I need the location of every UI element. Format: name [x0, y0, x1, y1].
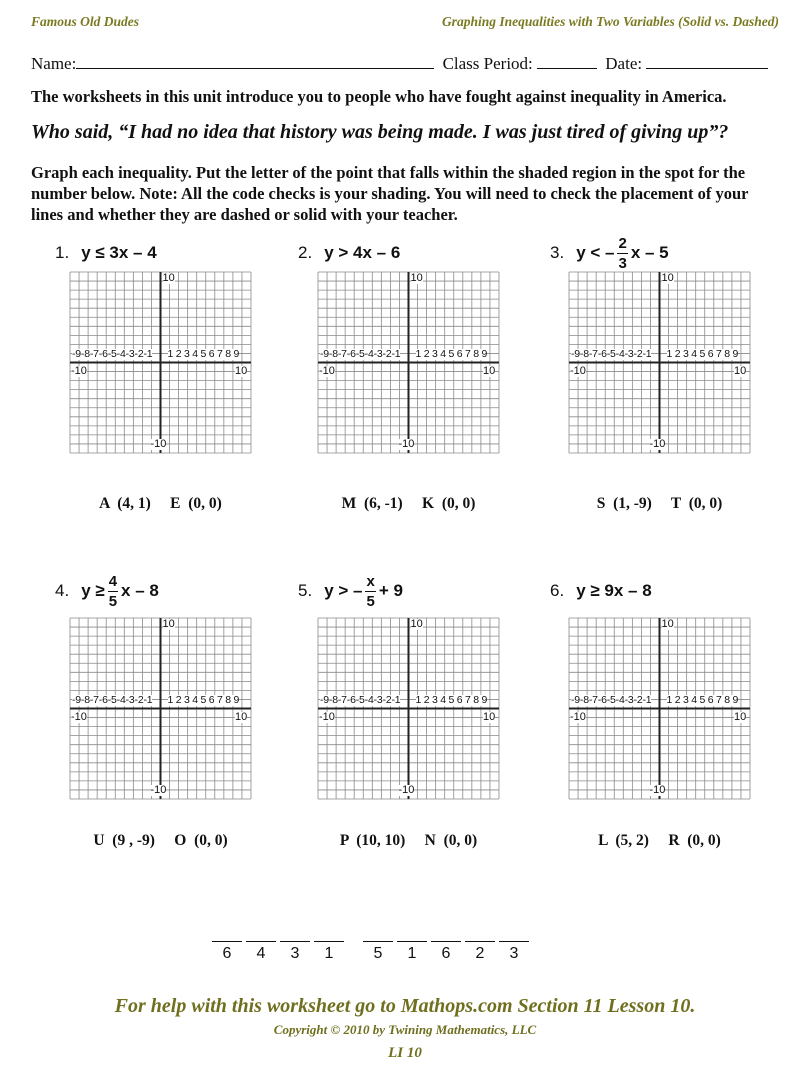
x-max-label: 10	[483, 364, 496, 377]
y-max-label: 10	[661, 272, 674, 284]
pos-x-tick-labels: 1 2 3 4 5 6 7 8 9	[167, 347, 240, 360]
problem-2-inequality	[298, 240, 400, 266]
neg-x-tick-labels: -9-8-7-6-5-4-3-2-1	[571, 693, 652, 706]
problem-3-inequality	[550, 234, 669, 272]
problem-number: 1.	[55, 243, 70, 262]
coordinate-grid[interactable]	[568, 271, 751, 454]
neg-x-tick-labels: -9-8-7-6-5-4-3-2-1	[320, 347, 401, 360]
answer-blank[interactable]	[212, 941, 242, 942]
problem-number: 5.	[298, 581, 313, 600]
fraction-denominator: 3	[618, 254, 627, 272]
fraction-numerator: 4	[108, 572, 118, 590]
footer-help: For help with this worksheet go to Mathops.com Section 11 Lesson 10.	[114, 995, 696, 1017]
coordinate-grid[interactable]	[69, 617, 252, 800]
header-left: Famous Old Dudes	[31, 14, 140, 29]
problem-6-points: L (5, 2) R (0, 0)	[598, 832, 721, 849]
date-label: Date:	[605, 54, 643, 73]
form-line	[31, 53, 768, 74]
fraction	[365, 574, 375, 609]
coordinate-grid[interactable]	[69, 271, 252, 454]
inequality-lhs: y ≥	[81, 581, 105, 600]
y-min-label: -10	[150, 784, 167, 796]
x-max-label: 10	[235, 710, 248, 723]
problem-5-points: P (10, 10) N (0, 0)	[339, 832, 478, 849]
name-label: Name:	[31, 54, 77, 73]
answer-code-number: 5	[373, 945, 383, 962]
answer-code-number: 2	[475, 945, 485, 962]
y-min-label: -10	[150, 438, 167, 450]
problem-number: 3.	[550, 243, 565, 262]
x-min-label: -10	[570, 710, 586, 723]
inequality-lhs: y ≤ 3x – 4	[81, 243, 157, 262]
inequality-lhs: y ≥ 9x – 8	[576, 581, 652, 600]
answer-blank[interactable]	[314, 941, 344, 942]
problem-number: 2.	[298, 243, 313, 262]
coordinate-grid[interactable]	[317, 617, 500, 800]
neg-x-tick-labels: -9-8-7-6-5-4-3-2-1	[72, 347, 153, 360]
pos-x-tick-labels: 1 2 3 4 5 6 7 8 9	[666, 347, 739, 360]
x-min-label: -10	[319, 710, 335, 723]
y-min-label: -10	[398, 438, 415, 450]
answer-code-number: 1	[407, 945, 417, 962]
answer-blank[interactable]	[465, 941, 495, 942]
x-min-label: -10	[71, 364, 87, 377]
fraction-numerator: x	[366, 572, 375, 590]
problem-1-points: A (4, 1) E (0, 0)	[99, 495, 222, 512]
name-field[interactable]	[76, 53, 434, 69]
answer-blank[interactable]	[499, 941, 529, 942]
inequality-rhs: + 9	[378, 581, 403, 600]
y-max-label: 10	[661, 618, 674, 630]
pos-x-tick-labels: 1 2 3 4 5 6 7 8 9	[666, 693, 739, 706]
pos-x-tick-labels: 1 2 3 4 5 6 7 8 9	[167, 693, 240, 706]
inequality-lhs: y < –	[576, 243, 615, 262]
answer-blank[interactable]	[246, 941, 276, 942]
answer-blank[interactable]	[397, 941, 427, 942]
fraction-denominator: 5	[108, 592, 118, 610]
answer-code-number: 1	[324, 945, 334, 962]
inequality-lhs: y > –	[324, 581, 363, 600]
answer-code-number: 4	[256, 945, 266, 962]
x-min-label: -10	[319, 364, 335, 377]
pos-x-tick-labels: 1 2 3 4 5 6 7 8 9	[415, 693, 488, 706]
instructions-text: Graph each inequality. Put the letter of the point that falls within the shaded region in the spot for the number below. Note: All the code checks is your shading. You will need to check the placement of your lines and whether they are dashed or solid with your teacher.	[31, 163, 749, 224]
x-min-label: -10	[71, 710, 87, 723]
coordinate-grid[interactable]	[568, 617, 751, 800]
problem-1-inequality	[55, 240, 157, 266]
y-max-label: 10	[410, 618, 423, 630]
coordinate-grid[interactable]	[317, 271, 500, 454]
problem-number: 6.	[550, 581, 565, 600]
problem-4-inequality	[55, 572, 159, 610]
inequality-rhs: x – 5	[630, 243, 669, 262]
y-max-label: 10	[162, 618, 175, 630]
y-min-label: -10	[398, 784, 415, 796]
header-right: Graphing Inequalities with Two Variables (Solid vs. Dashed)	[441, 14, 779, 29]
x-max-label: 10	[734, 364, 747, 377]
footer-copyright: Copyright © 2010 by Twining Mathematics, LLC	[273, 1022, 537, 1037]
period-field[interactable]	[537, 53, 597, 69]
y-min-label: -10	[649, 438, 666, 450]
fraction-numerator: 2	[618, 234, 627, 252]
footer-page: LI 10	[388, 1045, 422, 1061]
problem-2-points: M (6, -1) K (0, 0)	[341, 495, 476, 512]
x-max-label: 10	[235, 364, 248, 377]
answer-code-number: 3	[509, 945, 519, 962]
answer-code-number: 3	[290, 945, 300, 962]
period-label: Class Period:	[442, 54, 533, 73]
fraction	[108, 574, 118, 609]
problem-3-points: S (1, -9) T (0, 0)	[596, 495, 723, 512]
x-max-label: 10	[734, 710, 747, 723]
date-field[interactable]	[646, 53, 768, 69]
answer-blank[interactable]	[280, 941, 310, 942]
pos-x-tick-labels: 1 2 3 4 5 6 7 8 9	[415, 347, 488, 360]
question-text: Who said, “I had no idea that history was being made. I was just tired of giving up”?	[31, 121, 729, 143]
y-max-label: 10	[162, 272, 175, 284]
fraction	[617, 236, 627, 271]
y-min-label: -10	[649, 784, 666, 796]
answer-code-number: 6	[441, 945, 451, 962]
answer-code-number: 6	[222, 945, 232, 962]
inequality-lhs: y > 4x – 6	[324, 243, 401, 262]
problem-6-inequality	[550, 578, 652, 604]
neg-x-tick-labels: -9-8-7-6-5-4-3-2-1	[72, 693, 153, 706]
neg-x-tick-labels: -9-8-7-6-5-4-3-2-1	[320, 693, 401, 706]
problem-number: 4.	[55, 581, 70, 600]
x-max-label: 10	[483, 710, 496, 723]
inequality-rhs: x – 8	[121, 581, 159, 600]
intro-text: The worksheets in this unit introduce you to people who have fought against inequality in America.	[31, 87, 727, 106]
answer-blank[interactable]	[431, 941, 461, 942]
problem-5-inequality	[298, 572, 403, 610]
y-max-label: 10	[410, 272, 423, 284]
fraction-denominator: 5	[366, 592, 375, 610]
neg-x-tick-labels: -9-8-7-6-5-4-3-2-1	[571, 347, 652, 360]
problem-4-points: U (9 , -9) O (0, 0)	[93, 832, 228, 849]
x-min-label: -10	[570, 364, 586, 377]
answer-blank[interactable]	[363, 941, 393, 942]
